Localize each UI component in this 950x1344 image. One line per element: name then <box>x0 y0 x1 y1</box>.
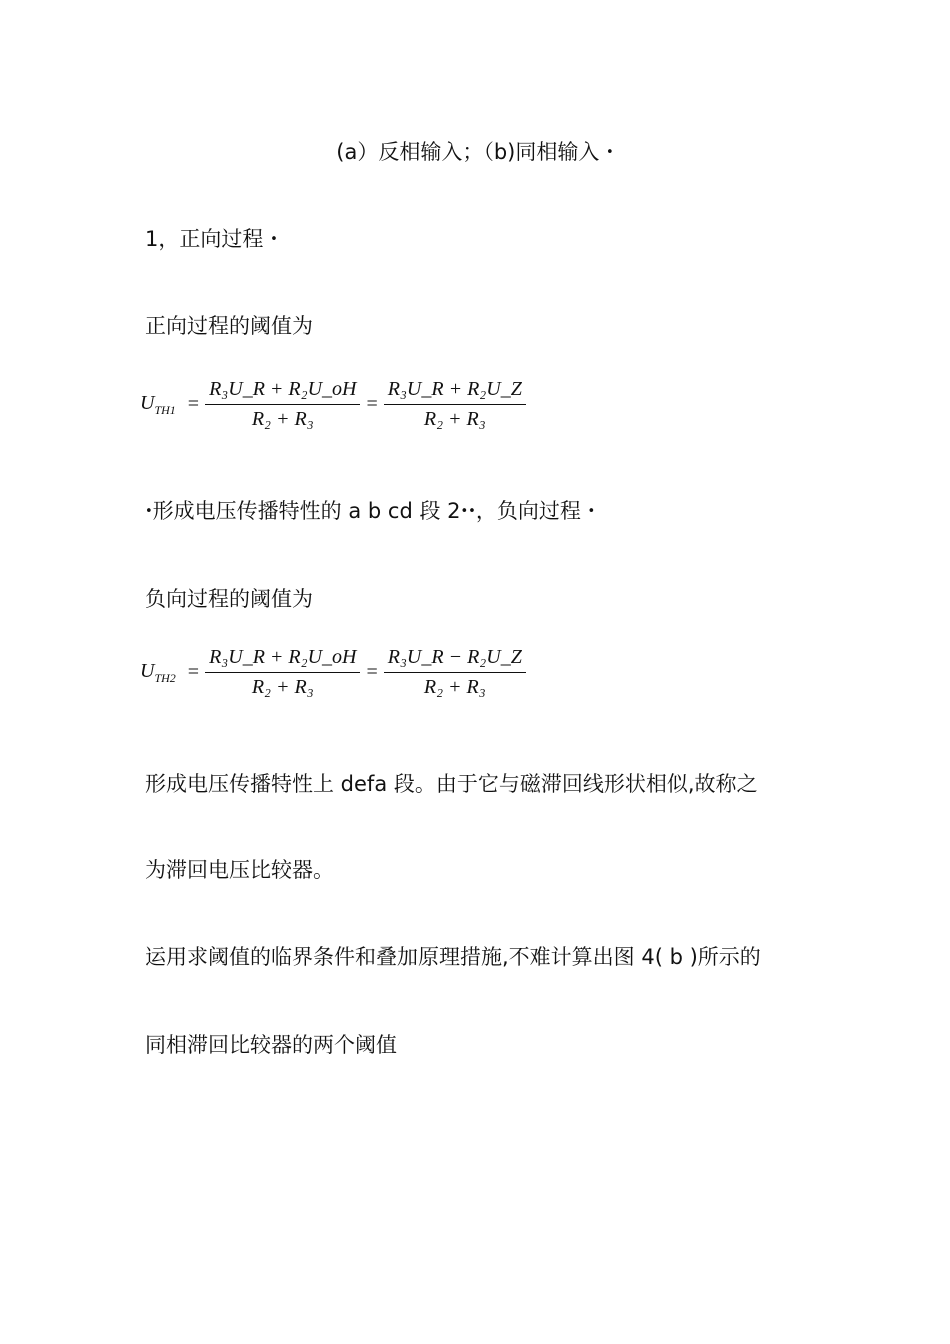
backward-threshold-label: 负向过程的阈值为 <box>145 587 313 611</box>
paragraph-line: 同相滞回比较器的两个阈值 <box>145 1033 397 1057</box>
formula-uth1: $U_{TH1}$ = $\frac{\text{R₃U\_R + R₂U\_oH}}{\text{R₂ + R₃}}$ = $\frac{\text{R₃U\_R + R₂U\_Z}}{\text{R₂ + R₃}}$ <box>140 378 526 431</box>
paragraph-mark: • <box>270 232 278 247</box>
paragraph-mark: • <box>145 504 153 519</box>
fraction: $\frac{\text{R₃U\_R + R₂U\_oH}}{\text{R₂ + R₃}}$ <box>205 378 360 431</box>
section-heading-forward: 1，正向过程 • <box>145 227 278 251</box>
fraction: $\frac{\text{R₃U\_R + R₂U\_oH}}{\text{R₂ + R₃}}$ <box>205 646 360 699</box>
paragraph-mark: • <box>606 145 614 160</box>
forward-threshold-label: 正向过程的阈值为 <box>145 314 313 338</box>
figure-caption: (a）反相输入；（b)同相输入 • <box>336 140 614 164</box>
formula-uth2: $U_{TH2}$ = $\frac{\text{R₃U\_R + R₂U\_oH}}{\text{R₂ + R₃}}$ = $\frac{\text{R₃U\_R − R₂U\_Z}}{\text{R₂ + R₃}}$ <box>140 646 526 699</box>
paragraph-line: 运用求阈值的临界条件和叠加原理措施,不难计算出图 4( b )所示的 <box>145 945 761 969</box>
abcd-segment-line: •形成电压传播特性的 a b cd 段 2••，负向过程 • <box>145 499 596 523</box>
fraction: $\frac{\text{R₃U\_R − R₂U\_Z}}{\text{R₂ + R₃}}$ <box>384 646 526 699</box>
paragraph-mark: • <box>587 504 596 519</box>
paragraph-line: 形成电压传播特性上 defa 段。由于它与磁滞回线形状相似,故称之 <box>145 772 758 796</box>
fraction: $\frac{\text{R₃U\_R + R₂U\_Z}}{\text{R₂ + R₃}}$ <box>384 378 526 431</box>
paragraph-line: 为滞回电压比较器。 <box>145 858 334 882</box>
